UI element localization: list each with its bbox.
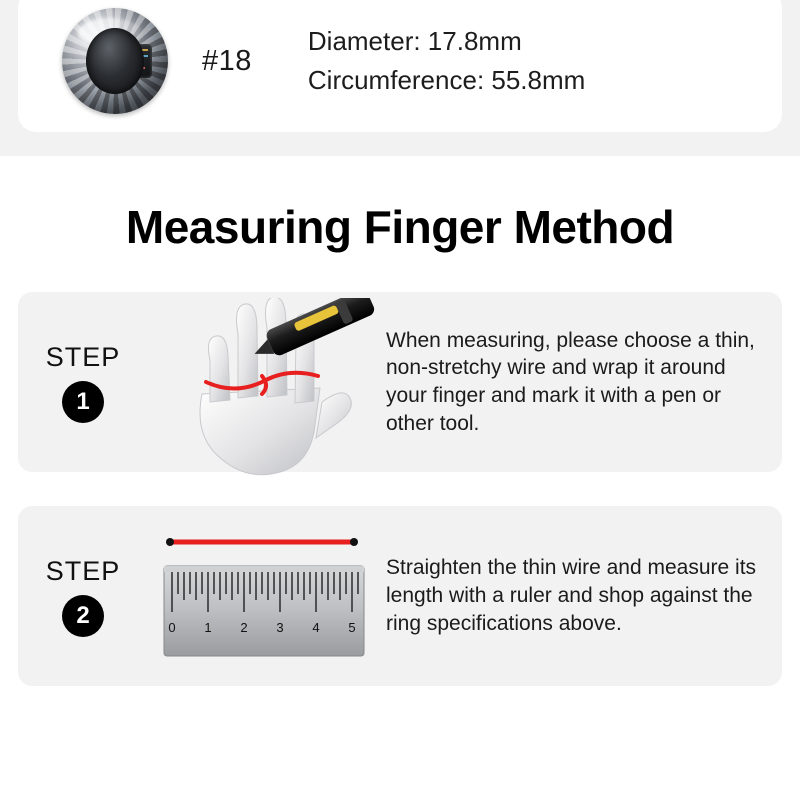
step-2-text: Straighten the thin wire and measure its length with a ruler and shop against the ring specifications above.: [386, 556, 757, 635]
ring-size-specs: [308, 26, 585, 96]
step-1-figure: [148, 306, 386, 458]
ruler-tick-1: 1: [204, 620, 212, 635]
ring-diameter-value: Diameter: 17.8mm: [307, 26, 522, 56]
ruler-tick-0: 0: [168, 620, 176, 635]
step-1-word: STEP: [45, 341, 121, 372]
step-2-block: [18, 506, 782, 686]
hand-illustration-icon: [150, 298, 386, 488]
ring-size-card: [18, 0, 782, 132]
ruler-illustration-icon: [154, 526, 380, 676]
step-1-label-group: [18, 342, 148, 423]
ruler-tick-3: 3: [276, 620, 284, 635]
step-1-text: When measuring, please choose a thin, non-stretchy wire and wrap it around your finger and mark it with a pen or other tool.: [386, 328, 755, 435]
smart-ring-icon: [56, 2, 176, 120]
size-card-band: [0, 0, 800, 156]
ruler-tick-2: 2: [240, 620, 248, 635]
page-title: Measuring Finger Method: [125, 201, 675, 253]
ring-circumference-value: Circumference: 55.8mm: [307, 65, 586, 95]
ruler-tick-5: 5: [348, 620, 356, 635]
step-1-number: 1: [62, 381, 104, 423]
ruler-tick-4: 4: [312, 620, 320, 635]
ring-size-number: #18: [202, 44, 252, 77]
step-2-figure: [148, 520, 386, 672]
step-2-label-group: [18, 556, 148, 637]
step-2-word: STEP: [45, 555, 121, 586]
step-2-number: 2: [62, 595, 104, 637]
step-1-block: [18, 292, 782, 472]
